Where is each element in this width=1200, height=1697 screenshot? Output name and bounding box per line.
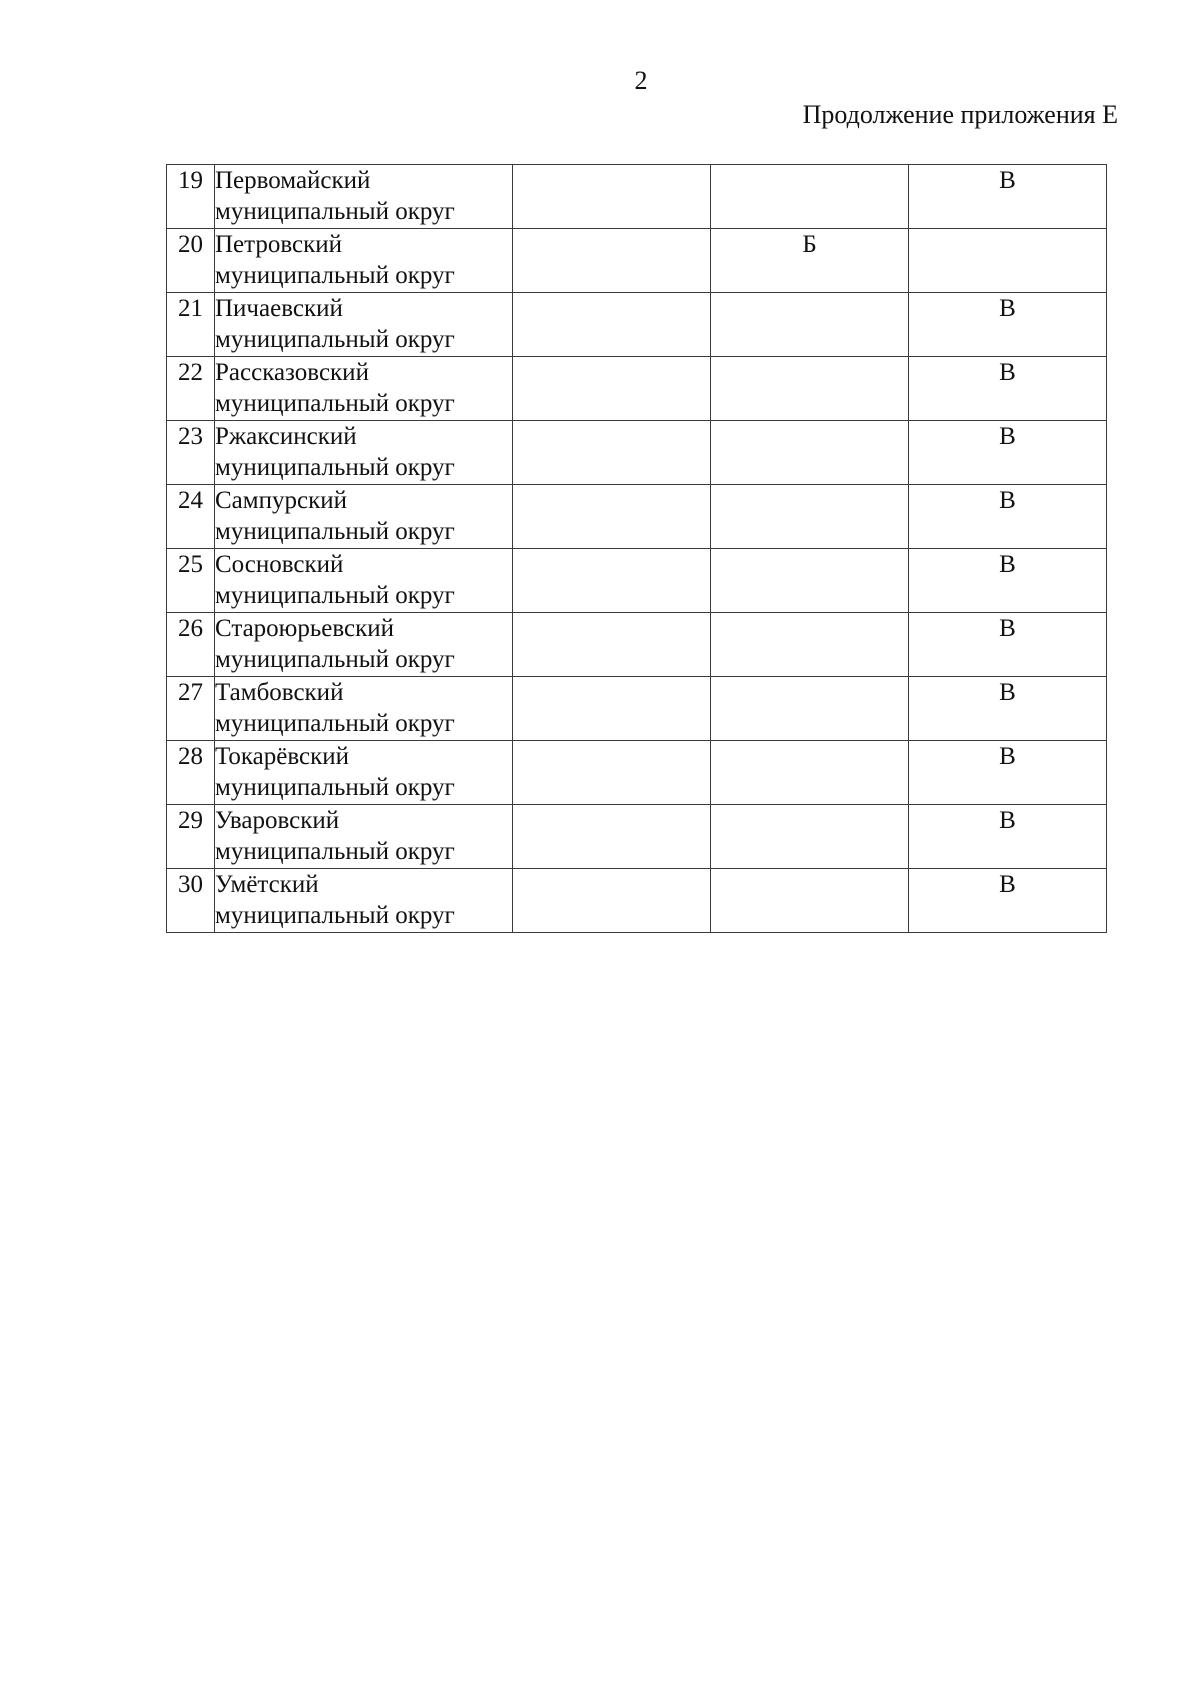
- category-cell-col-a: [513, 165, 711, 229]
- district-type: муниципальный округ: [215, 902, 455, 929]
- category-cell-col-b: [711, 741, 909, 805]
- category-cell-col-b: [711, 613, 909, 677]
- row-number: 26: [167, 613, 215, 677]
- category-cell-col-c: В: [909, 165, 1107, 229]
- category-cell-col-b: [711, 293, 909, 357]
- category-cell-col-b: [711, 869, 909, 933]
- district-name: Рассказовский: [215, 359, 369, 386]
- category-cell-col-a: [513, 293, 711, 357]
- category-cell-col-a: [513, 229, 711, 293]
- district-type: муниципальный округ: [215, 710, 455, 737]
- row-number: 21: [167, 293, 215, 357]
- table-row: [167, 293, 1107, 357]
- category-cell-col-b: [711, 421, 909, 485]
- category-cell-col-a: [513, 549, 711, 613]
- district-name: Первомайский: [215, 167, 371, 194]
- district-name: Уваровский: [215, 807, 340, 834]
- districts-table-container: [166, 164, 1106, 933]
- category-cell-col-c: В: [909, 293, 1107, 357]
- category-cell-col-c: В: [909, 485, 1107, 549]
- district-name: Тамбовский: [215, 679, 344, 706]
- category-cell-col-c: [909, 229, 1107, 293]
- district-name: Сосновский: [215, 551, 344, 578]
- table-row: [167, 357, 1107, 421]
- district-name-cell: [215, 677, 513, 741]
- district-name-cell: [215, 869, 513, 933]
- district-type: муниципальный округ: [215, 454, 455, 481]
- district-name-cell: [215, 613, 513, 677]
- row-number: 25: [167, 549, 215, 613]
- table-row: [167, 549, 1107, 613]
- district-name-cell: [215, 805, 513, 869]
- category-cell-col-a: [513, 741, 711, 805]
- district-name-cell: [215, 741, 513, 805]
- table-row: [167, 165, 1107, 229]
- category-cell-col-b: [711, 549, 909, 613]
- category-cell-col-c: В: [909, 677, 1107, 741]
- district-type: муниципальный округ: [215, 774, 455, 801]
- category-cell-col-a: [513, 485, 711, 549]
- district-name: Пичаевский: [215, 295, 343, 322]
- district-name-cell: [215, 357, 513, 421]
- row-number: 22: [167, 357, 215, 421]
- district-type: муниципальный округ: [215, 518, 455, 545]
- category-cell-col-b: [711, 677, 909, 741]
- district-name-cell: [215, 421, 513, 485]
- table-row: [167, 613, 1107, 677]
- category-cell-col-b: [711, 165, 909, 229]
- category-cell-col-c: В: [909, 357, 1107, 421]
- row-number: 24: [167, 485, 215, 549]
- district-name: Умётский: [215, 871, 319, 898]
- table-row: [167, 229, 1107, 293]
- category-cell-col-b: Б: [711, 229, 909, 293]
- row-number: 20: [167, 229, 215, 293]
- category-cell-col-c: В: [909, 805, 1107, 869]
- category-cell-col-c: В: [909, 613, 1107, 677]
- category-cell-col-c: В: [909, 869, 1107, 933]
- row-number: 19: [167, 165, 215, 229]
- district-type: муниципальный округ: [215, 262, 455, 289]
- category-cell-col-c: В: [909, 549, 1107, 613]
- appendix-continuation-title: Продолжение приложения Е: [802, 100, 1118, 129]
- category-cell-col-a: [513, 357, 711, 421]
- category-cell-col-a: [513, 677, 711, 741]
- district-name-cell: [215, 549, 513, 613]
- row-number: 28: [167, 741, 215, 805]
- district-type: муниципальный округ: [215, 646, 455, 673]
- district-name-cell: [215, 165, 513, 229]
- district-type: муниципальный округ: [215, 582, 455, 609]
- districts-table: [166, 164, 1107, 933]
- district-type: муниципальный округ: [215, 198, 455, 225]
- district-name: Ржаксинский: [215, 423, 357, 450]
- table-row: [167, 741, 1107, 805]
- district-name: Токарёвский: [215, 743, 350, 770]
- row-number: 23: [167, 421, 215, 485]
- category-cell-col-c: В: [909, 741, 1107, 805]
- category-cell-col-b: [711, 805, 909, 869]
- category-cell-col-c: В: [909, 421, 1107, 485]
- row-number: 27: [167, 677, 215, 741]
- category-cell-col-a: [513, 805, 711, 869]
- row-number: 29: [167, 805, 215, 869]
- table-row: [167, 677, 1107, 741]
- district-type: муниципальный округ: [215, 326, 455, 353]
- row-number: 30: [167, 869, 215, 933]
- category-cell-col-a: [513, 869, 711, 933]
- table-row: [167, 805, 1107, 869]
- district-type: муниципальный округ: [215, 838, 455, 865]
- district-type: муниципальный округ: [215, 390, 455, 417]
- category-cell-col-b: [711, 357, 909, 421]
- table-row: [167, 869, 1107, 933]
- districts-table-body: [167, 165, 1107, 933]
- category-cell-col-a: [513, 613, 711, 677]
- page-number: 2: [634, 66, 648, 95]
- district-name-cell: [215, 229, 513, 293]
- district-name: Петровский: [215, 231, 343, 258]
- district-name-cell: [215, 485, 513, 549]
- district-name: Сампурский: [215, 487, 347, 514]
- category-cell-col-b: [711, 485, 909, 549]
- category-cell-col-a: [513, 421, 711, 485]
- district-name-cell: [215, 293, 513, 357]
- table-row: [167, 421, 1107, 485]
- table-row: [167, 485, 1107, 549]
- district-name: Староюрьевский: [215, 615, 395, 642]
